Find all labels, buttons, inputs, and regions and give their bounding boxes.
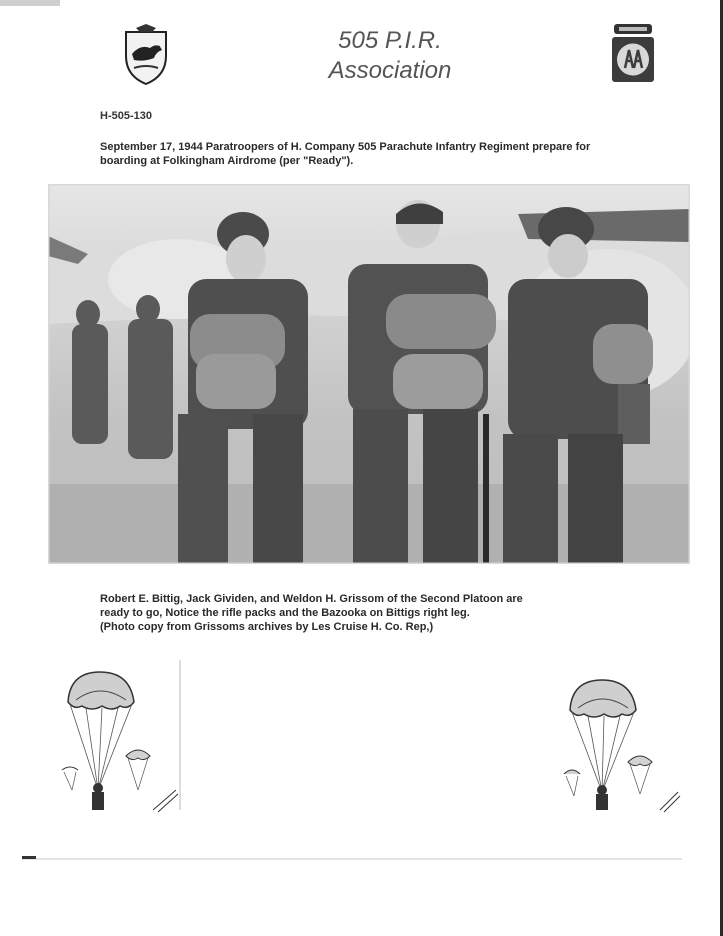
photograph [48, 184, 690, 564]
title-line-1: 505 P.I.R. [338, 27, 442, 54]
unit-crest-icon [122, 22, 170, 86]
parachute-icon [58, 660, 183, 820]
footer-tick [22, 856, 36, 859]
caption-bottom-line-1: Robert E. Bittig, Jack Gividen, and Weldon H. Grissom of the Second Platoon are [100, 593, 523, 605]
title-line-2: Association [328, 57, 452, 84]
parachute-icon [560, 670, 685, 820]
scan-artifact [0, 0, 60, 6]
caption-top: September 17, 1944 Paratroopers of H. Company 505 Parachute Infantry Regiment prepare for boarding at Folkingham Airdrome (per "Ready"). [100, 141, 591, 167]
caption-bottom-line-2: ready to go, Notice the rifle packs and the Bazooka on Bittigs right leg. [100, 607, 470, 619]
footer-rule [22, 858, 682, 860]
caption-bottom-line-3: (Photo copy from Grissoms archives by Les Cruise H. Co. Rep,) [100, 621, 434, 633]
reference-id: H-505-130 [100, 110, 152, 122]
page-title [300, 26, 480, 86]
airborne-patch-icon [610, 22, 656, 84]
caption-bottom [100, 592, 640, 634]
